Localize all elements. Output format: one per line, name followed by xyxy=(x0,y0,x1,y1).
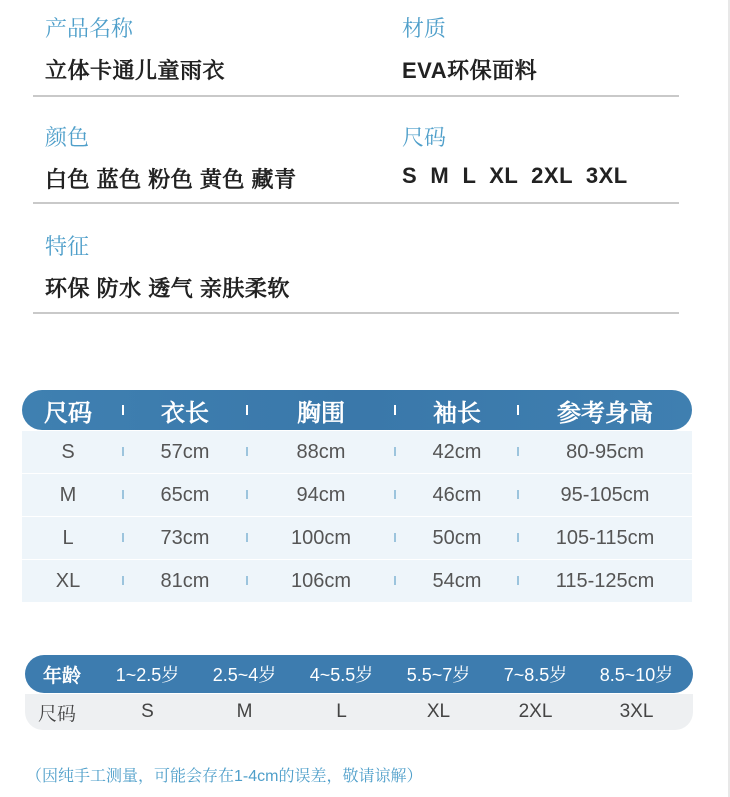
material-label: 材质 xyxy=(402,16,447,41)
cell-size: M xyxy=(59,483,77,506)
product-name-value: 立体卡通儿童雨衣 xyxy=(45,58,226,83)
row-separator xyxy=(246,533,248,542)
age-cell: 8.5~10岁 xyxy=(599,665,674,685)
info-block-color-size xyxy=(33,96,679,204)
header-size: 尺码 xyxy=(44,399,92,427)
cell-sleeve: 46cm xyxy=(432,483,482,506)
feature-value: 环保 防水 透气 亲肤柔软 xyxy=(45,276,290,301)
size-cell: M xyxy=(236,701,253,722)
cell-sleeve: 54cm xyxy=(432,569,482,592)
age-cell: 2.5~4岁 xyxy=(212,665,277,685)
age-size-row xyxy=(25,694,693,730)
feature-label: 特征 xyxy=(45,234,90,259)
age-size-table xyxy=(25,655,693,730)
size-cell: 3XL xyxy=(619,701,654,722)
cell-chest: 106cm xyxy=(290,569,352,592)
table-row xyxy=(22,560,692,602)
cell-length: 57cm xyxy=(160,440,210,463)
header-separator xyxy=(122,405,124,415)
cell-height: 105-115cm xyxy=(555,526,655,549)
age-cell: 4~5.5岁 xyxy=(309,665,374,685)
age-header-row xyxy=(25,655,693,693)
cell-size: L xyxy=(62,526,74,549)
cell-length: 65cm xyxy=(160,483,210,506)
row-separator xyxy=(122,533,124,542)
cell-sleeve: 42cm xyxy=(432,440,482,463)
table-row xyxy=(22,517,692,559)
table-row xyxy=(22,474,692,516)
product-name-label: 产品名称 xyxy=(45,16,134,41)
color-value: 白色 蓝色 粉色 黄色 藏青 xyxy=(45,167,297,192)
header-length: 衣长 xyxy=(161,399,209,427)
row-separator xyxy=(122,576,124,585)
cell-size: S xyxy=(61,440,75,463)
age-cell: 7~8.5岁 xyxy=(503,665,568,685)
row-separator xyxy=(394,447,396,456)
size-label: 尺码 xyxy=(402,125,447,150)
cell-length: 81cm xyxy=(160,569,210,592)
cell-length: 73cm xyxy=(160,526,210,549)
size-cell: 2XL xyxy=(518,701,553,722)
measurement-note: （因纯手工测量，可能会存在1-4cm的误差，敬请谅解） xyxy=(26,768,423,785)
age-header-label: 年龄 xyxy=(42,665,81,687)
header-separator xyxy=(246,405,248,415)
cell-chest: 88cm xyxy=(296,440,346,463)
info-block-name-material xyxy=(33,0,679,97)
row-separator xyxy=(394,576,396,585)
size-row-label: 尺码 xyxy=(37,703,76,725)
size-cell: S xyxy=(141,701,154,722)
table-row xyxy=(22,431,692,473)
row-separator xyxy=(246,576,248,585)
row-separator xyxy=(246,447,248,456)
header-sleeve: 袖长 xyxy=(433,399,481,427)
cell-size: XL xyxy=(55,569,81,592)
row-separator xyxy=(394,490,396,499)
row-separator xyxy=(122,447,124,456)
row-separator xyxy=(122,490,124,499)
material-value: EVA环保面料 xyxy=(402,58,538,83)
size-cell: L xyxy=(336,701,347,722)
header-height: 参考身高 xyxy=(557,399,653,427)
size-chart-header xyxy=(22,390,692,430)
row-separator xyxy=(246,490,248,499)
cell-height: 80-95cm xyxy=(566,440,644,463)
size-cell: XL xyxy=(426,701,451,722)
size-chart-table xyxy=(22,390,692,602)
cell-sleeve: 50cm xyxy=(432,526,482,549)
header-chest: 胸围 xyxy=(297,399,345,427)
size-value: S M L XL 2XL 3XL xyxy=(402,163,628,188)
cell-height: 95-105cm xyxy=(560,483,650,506)
cell-chest: 94cm xyxy=(296,483,346,506)
header-separator xyxy=(394,405,396,415)
age-cell: 1~2.5岁 xyxy=(115,665,180,685)
row-separator xyxy=(394,533,396,542)
color-label: 颜色 xyxy=(45,125,90,150)
info-block-features xyxy=(33,203,679,314)
cell-height: 115-125cm xyxy=(555,569,655,592)
age-cell: 5.5~7岁 xyxy=(406,665,471,685)
cell-chest: 100cm xyxy=(290,526,352,549)
